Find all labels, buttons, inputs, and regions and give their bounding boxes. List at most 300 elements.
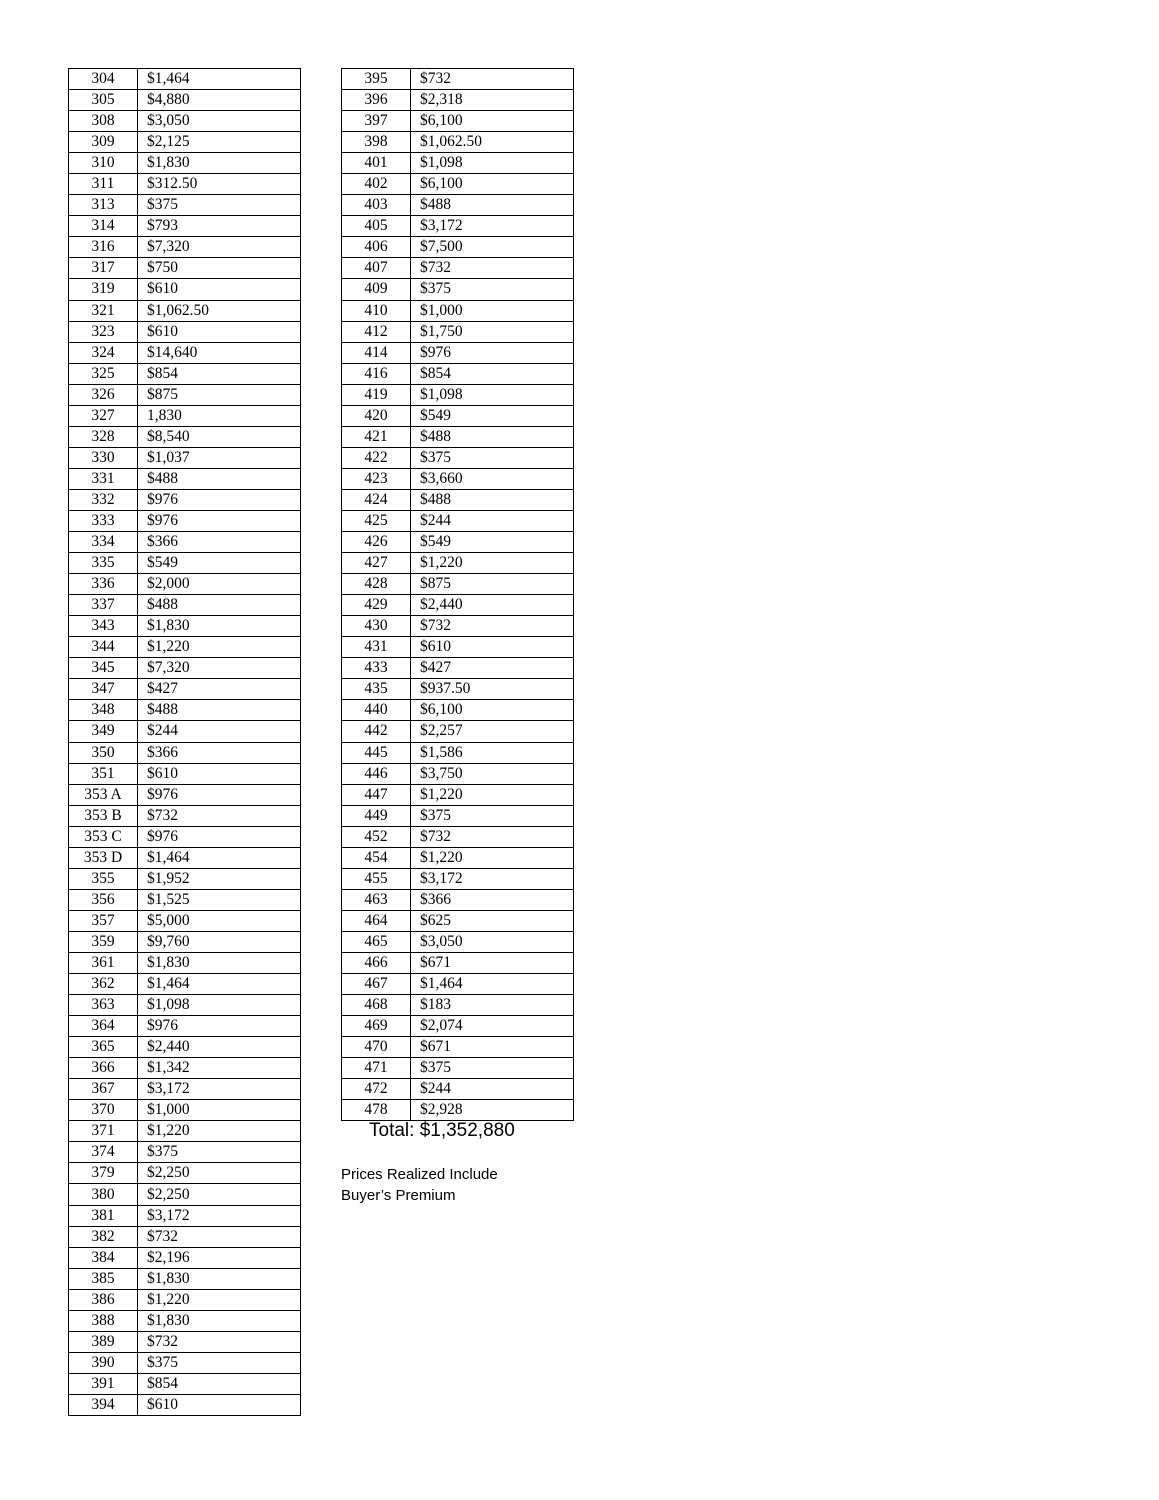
table-row xyxy=(69,363,301,384)
lot-number: 428 xyxy=(342,574,411,595)
table-row xyxy=(69,237,301,258)
table-row xyxy=(69,69,301,90)
price-realized: $2,250 xyxy=(138,1184,301,1205)
lot-number: 419 xyxy=(342,384,411,405)
lot-number: 353 D xyxy=(69,847,138,868)
price-realized: $8,540 xyxy=(138,426,301,447)
lot-number: 351 xyxy=(69,763,138,784)
price-realized: $3,750 xyxy=(411,763,574,784)
price-realized: $3,660 xyxy=(411,468,574,489)
lot-number: 449 xyxy=(342,805,411,826)
lot-number: 321 xyxy=(69,300,138,321)
price-realized: $488 xyxy=(411,195,574,216)
price-realized: $854 xyxy=(411,363,574,384)
price-realized: $750 xyxy=(138,258,301,279)
price-realized: $3,050 xyxy=(411,931,574,952)
price-realized: $549 xyxy=(138,553,301,574)
table-row xyxy=(69,763,301,784)
lot-number: 416 xyxy=(342,363,411,384)
table-row xyxy=(69,595,301,616)
lot-number: 344 xyxy=(69,637,138,658)
lot-number: 435 xyxy=(342,679,411,700)
table-row xyxy=(69,532,301,553)
lot-number: 364 xyxy=(69,1016,138,1037)
price-realized: $2,440 xyxy=(411,595,574,616)
price-realized: $1,000 xyxy=(138,1100,301,1121)
prices-table-left xyxy=(68,68,301,1416)
price-realized: $7,320 xyxy=(138,237,301,258)
lot-number: 412 xyxy=(342,321,411,342)
price-realized: $1,525 xyxy=(138,889,301,910)
lot-number: 309 xyxy=(69,132,138,153)
price-realized: $244 xyxy=(411,510,574,531)
price-realized: $854 xyxy=(138,1373,301,1394)
lot-number: 319 xyxy=(69,279,138,300)
price-realized: $375 xyxy=(411,279,574,300)
lot-number: 311 xyxy=(69,174,138,195)
lot-number: 442 xyxy=(342,721,411,742)
table-row xyxy=(69,405,301,426)
lot-number: 371 xyxy=(69,1121,138,1142)
table-row xyxy=(69,742,301,763)
price-realized: $1,952 xyxy=(138,868,301,889)
price-realized: $976 xyxy=(138,1016,301,1037)
price-realized: $549 xyxy=(411,532,574,553)
table-row xyxy=(342,426,574,447)
lot-number: 314 xyxy=(69,216,138,237)
table-row xyxy=(342,847,574,868)
table-row xyxy=(342,405,574,426)
lot-number: 305 xyxy=(69,90,138,111)
price-realized: $732 xyxy=(411,826,574,847)
table-row xyxy=(342,1079,574,1100)
lot-number: 445 xyxy=(342,742,411,763)
table-row xyxy=(69,1226,301,1247)
lot-number: 310 xyxy=(69,153,138,174)
price-realized: $2,196 xyxy=(138,1247,301,1268)
price-realized: $1,830 xyxy=(138,616,301,637)
lot-number: 343 xyxy=(69,616,138,637)
lot-number: 363 xyxy=(69,995,138,1016)
table-row xyxy=(69,510,301,531)
table-row xyxy=(69,447,301,468)
lot-number: 421 xyxy=(342,426,411,447)
table-row xyxy=(342,1016,574,1037)
lot-number: 440 xyxy=(342,700,411,721)
lot-number: 323 xyxy=(69,321,138,342)
lot-number: 366 xyxy=(69,1058,138,1079)
table-row xyxy=(342,763,574,784)
price-realized: $1,220 xyxy=(411,784,574,805)
price-realized: $1,830 xyxy=(138,153,301,174)
price-realized: 1,830 xyxy=(138,405,301,426)
lot-number: 423 xyxy=(342,468,411,489)
price-realized: $488 xyxy=(411,489,574,510)
lot-number: 350 xyxy=(69,742,138,763)
table-row xyxy=(69,1037,301,1058)
price-realized: $488 xyxy=(411,426,574,447)
lot-number: 403 xyxy=(342,195,411,216)
lot-number: 326 xyxy=(69,384,138,405)
table-row xyxy=(69,1205,301,1226)
lot-number: 391 xyxy=(69,1373,138,1394)
price-realized: $610 xyxy=(138,1394,301,1415)
lot-number: 446 xyxy=(342,763,411,784)
price-realized: $244 xyxy=(411,1079,574,1100)
lot-number: 353 A xyxy=(69,784,138,805)
lot-number: 424 xyxy=(342,489,411,510)
price-realized: $366 xyxy=(138,532,301,553)
table-row xyxy=(69,1184,301,1205)
price-realized: $2,318 xyxy=(411,90,574,111)
lot-number: 337 xyxy=(69,595,138,616)
table-row xyxy=(342,532,574,553)
lot-number: 394 xyxy=(69,1394,138,1415)
table-row xyxy=(342,384,574,405)
table-row xyxy=(342,616,574,637)
price-realized: $732 xyxy=(138,805,301,826)
table-row xyxy=(342,574,574,595)
table-row xyxy=(342,784,574,805)
lot-number: 333 xyxy=(69,510,138,531)
lot-number: 332 xyxy=(69,489,138,510)
lot-number: 317 xyxy=(69,258,138,279)
table-row xyxy=(69,1016,301,1037)
lot-number: 409 xyxy=(342,279,411,300)
price-realized: $312.50 xyxy=(138,174,301,195)
price-realized: $1,220 xyxy=(138,1121,301,1142)
price-realized: $937.50 xyxy=(411,679,574,700)
table-row xyxy=(69,1247,301,1268)
table-row xyxy=(342,510,574,531)
table-row xyxy=(342,216,574,237)
lot-number: 355 xyxy=(69,868,138,889)
table-row xyxy=(342,826,574,847)
lot-number: 336 xyxy=(69,574,138,595)
price-realized: $1,830 xyxy=(138,952,301,973)
price-realized: $375 xyxy=(411,1058,574,1079)
lot-number: 328 xyxy=(69,426,138,447)
lot-number: 422 xyxy=(342,447,411,468)
lot-number: 410 xyxy=(342,300,411,321)
table-row xyxy=(69,1268,301,1289)
table-row xyxy=(69,658,301,679)
lot-number: 357 xyxy=(69,910,138,931)
lot-number: 427 xyxy=(342,553,411,574)
price-realized: $875 xyxy=(138,384,301,405)
lot-number: 464 xyxy=(342,910,411,931)
table-row xyxy=(69,468,301,489)
price-realized: $610 xyxy=(138,279,301,300)
table-row xyxy=(69,553,301,574)
price-realized: $976 xyxy=(138,826,301,847)
table-row xyxy=(69,1121,301,1142)
price-realized: $1,220 xyxy=(411,553,574,574)
price-realized: $3,172 xyxy=(138,1205,301,1226)
price-realized: $1,830 xyxy=(138,1268,301,1289)
premium-note xyxy=(341,1164,498,1206)
price-realized: $854 xyxy=(138,363,301,384)
price-realized: $14,640 xyxy=(138,342,301,363)
table-row xyxy=(69,931,301,952)
lot-number: 356 xyxy=(69,889,138,910)
lot-number: 359 xyxy=(69,931,138,952)
lot-number: 389 xyxy=(69,1331,138,1352)
price-realized: $7,500 xyxy=(411,237,574,258)
price-realized: $976 xyxy=(138,510,301,531)
price-realized: $375 xyxy=(138,195,301,216)
lot-number: 353 C xyxy=(69,826,138,847)
price-realized: $375 xyxy=(411,447,574,468)
lot-number: 469 xyxy=(342,1016,411,1037)
lot-number: 370 xyxy=(69,1100,138,1121)
lot-number: 414 xyxy=(342,342,411,363)
table-row xyxy=(69,300,301,321)
lot-number: 396 xyxy=(342,90,411,111)
table-row xyxy=(342,995,574,1016)
table-row xyxy=(69,132,301,153)
table-row xyxy=(342,111,574,132)
lot-number: 334 xyxy=(69,532,138,553)
table-row xyxy=(69,868,301,889)
table-row xyxy=(342,974,574,995)
table-row xyxy=(342,300,574,321)
lot-number: 362 xyxy=(69,974,138,995)
table-row xyxy=(69,1058,301,1079)
table-row xyxy=(342,889,574,910)
table-row xyxy=(69,258,301,279)
price-realized: $427 xyxy=(138,679,301,700)
lot-number: 455 xyxy=(342,868,411,889)
price-realized: $732 xyxy=(138,1226,301,1247)
price-realized: $1,830 xyxy=(138,1310,301,1331)
price-realized: $375 xyxy=(138,1142,301,1163)
lot-number: 304 xyxy=(69,69,138,90)
lot-number: 390 xyxy=(69,1352,138,1373)
price-realized: $488 xyxy=(138,468,301,489)
price-realized: $1,464 xyxy=(138,974,301,995)
lot-number: 365 xyxy=(69,1037,138,1058)
price-realized: $976 xyxy=(138,489,301,510)
table-row xyxy=(69,195,301,216)
price-realized: $3,050 xyxy=(138,111,301,132)
table-row xyxy=(342,700,574,721)
lot-number: 330 xyxy=(69,447,138,468)
price-realized: $732 xyxy=(411,616,574,637)
table-row xyxy=(69,321,301,342)
price-realized: $3,172 xyxy=(411,868,574,889)
lot-number: 384 xyxy=(69,1247,138,1268)
price-realized: $2,125 xyxy=(138,132,301,153)
table-row xyxy=(69,1331,301,1352)
table-row xyxy=(342,742,574,763)
table-row xyxy=(342,468,574,489)
price-realized: $9,760 xyxy=(138,931,301,952)
lot-number: 405 xyxy=(342,216,411,237)
table-row xyxy=(69,574,301,595)
lot-number: 470 xyxy=(342,1037,411,1058)
price-realized: $2,000 xyxy=(138,574,301,595)
price-realized: $3,172 xyxy=(138,1079,301,1100)
table-row xyxy=(69,90,301,111)
price-realized: $1,464 xyxy=(411,974,574,995)
price-realized: $1,220 xyxy=(138,1289,301,1310)
price-realized: $1,220 xyxy=(138,637,301,658)
table-row xyxy=(69,153,301,174)
lot-number: 308 xyxy=(69,111,138,132)
table-row xyxy=(342,553,574,574)
table-row xyxy=(342,489,574,510)
table-row xyxy=(342,679,574,700)
table-row xyxy=(69,1289,301,1310)
table-row xyxy=(69,384,301,405)
price-realized: $1,098 xyxy=(138,995,301,1016)
lot-number: 327 xyxy=(69,405,138,426)
table-row xyxy=(342,868,574,889)
table-row xyxy=(69,1079,301,1100)
table-row xyxy=(342,1037,574,1058)
table-row xyxy=(69,910,301,931)
table-row xyxy=(342,805,574,826)
lot-number: 398 xyxy=(342,132,411,153)
table-row xyxy=(342,595,574,616)
lot-number: 324 xyxy=(69,342,138,363)
table-row xyxy=(69,426,301,447)
price-realized: $732 xyxy=(138,1331,301,1352)
table-row xyxy=(342,90,574,111)
premium-note-line-1: Prices Realized Include xyxy=(341,1166,498,1183)
lot-number: 331 xyxy=(69,468,138,489)
table-row xyxy=(69,995,301,1016)
table-row xyxy=(342,931,574,952)
price-realized: $1,098 xyxy=(411,153,574,174)
lot-number: 316 xyxy=(69,237,138,258)
table-row xyxy=(342,910,574,931)
lot-number: 353 B xyxy=(69,805,138,826)
price-realized: $366 xyxy=(411,889,574,910)
table-row xyxy=(342,258,574,279)
price-realized: $2,257 xyxy=(411,721,574,742)
price-realized: $793 xyxy=(138,216,301,237)
price-realized: $549 xyxy=(411,405,574,426)
table-row xyxy=(342,174,574,195)
price-realized: $732 xyxy=(411,69,574,90)
price-realized: $1,000 xyxy=(411,300,574,321)
lot-number: 361 xyxy=(69,952,138,973)
table-row xyxy=(69,1163,301,1184)
table-row xyxy=(69,721,301,742)
table-row xyxy=(342,363,574,384)
lot-number: 478 xyxy=(342,1100,411,1121)
lot-number: 347 xyxy=(69,679,138,700)
price-realized: $6,100 xyxy=(411,111,574,132)
lot-number: 348 xyxy=(69,700,138,721)
table-row xyxy=(69,889,301,910)
price-realized: $366 xyxy=(138,742,301,763)
lot-number: 381 xyxy=(69,1205,138,1226)
price-realized: $610 xyxy=(411,637,574,658)
lot-number: 379 xyxy=(69,1163,138,1184)
table-row xyxy=(342,1058,574,1079)
table-row xyxy=(69,826,301,847)
price-realized: $2,440 xyxy=(138,1037,301,1058)
price-realized: $7,320 xyxy=(138,658,301,679)
table-row xyxy=(342,447,574,468)
price-realized: $3,172 xyxy=(411,216,574,237)
table-row xyxy=(69,111,301,132)
lot-number: 452 xyxy=(342,826,411,847)
lot-number: 433 xyxy=(342,658,411,679)
table-row xyxy=(69,700,301,721)
lot-number: 397 xyxy=(342,111,411,132)
table-row xyxy=(69,1373,301,1394)
lot-number: 468 xyxy=(342,995,411,1016)
lot-number: 367 xyxy=(69,1079,138,1100)
lot-number: 401 xyxy=(342,153,411,174)
lot-number: 407 xyxy=(342,258,411,279)
table-row xyxy=(69,805,301,826)
table-row xyxy=(69,1310,301,1331)
lot-number: 429 xyxy=(342,595,411,616)
lot-number: 425 xyxy=(342,510,411,531)
lot-number: 313 xyxy=(69,195,138,216)
lot-number: 431 xyxy=(342,637,411,658)
lot-number: 395 xyxy=(342,69,411,90)
lot-number: 466 xyxy=(342,952,411,973)
table-row xyxy=(69,342,301,363)
lot-number: 374 xyxy=(69,1142,138,1163)
price-realized: $2,074 xyxy=(411,1016,574,1037)
price-realized: $1,464 xyxy=(138,847,301,868)
table-row xyxy=(69,489,301,510)
table-row xyxy=(69,174,301,195)
table-row xyxy=(342,195,574,216)
price-realized: $610 xyxy=(138,763,301,784)
lot-number: 325 xyxy=(69,363,138,384)
price-realized: $732 xyxy=(411,258,574,279)
table-row xyxy=(69,952,301,973)
lot-number: 380 xyxy=(69,1184,138,1205)
price-realized: $1,750 xyxy=(411,321,574,342)
total-amount: Total: $1,352,880 xyxy=(369,1120,515,1141)
table-row xyxy=(69,1352,301,1373)
price-realized: $1,098 xyxy=(411,384,574,405)
price-realized: $671 xyxy=(411,952,574,973)
table-row xyxy=(342,721,574,742)
table-row xyxy=(69,1142,301,1163)
lot-number: 472 xyxy=(342,1079,411,1100)
price-realized: $1,586 xyxy=(411,742,574,763)
price-realized: $244 xyxy=(138,721,301,742)
price-realized: $1,037 xyxy=(138,447,301,468)
lot-number: 426 xyxy=(342,532,411,553)
lot-number: 385 xyxy=(69,1268,138,1289)
table-row xyxy=(342,342,574,363)
lot-number: 345 xyxy=(69,658,138,679)
lot-number: 349 xyxy=(69,721,138,742)
price-realized: $671 xyxy=(411,1037,574,1058)
table-row xyxy=(342,658,574,679)
table-row xyxy=(69,974,301,995)
table-row xyxy=(342,637,574,658)
table-row xyxy=(69,637,301,658)
price-realized: $2,250 xyxy=(138,1163,301,1184)
table-row xyxy=(342,69,574,90)
table-row xyxy=(342,132,574,153)
table-row xyxy=(69,847,301,868)
price-realized: $427 xyxy=(411,658,574,679)
table-row xyxy=(342,279,574,300)
